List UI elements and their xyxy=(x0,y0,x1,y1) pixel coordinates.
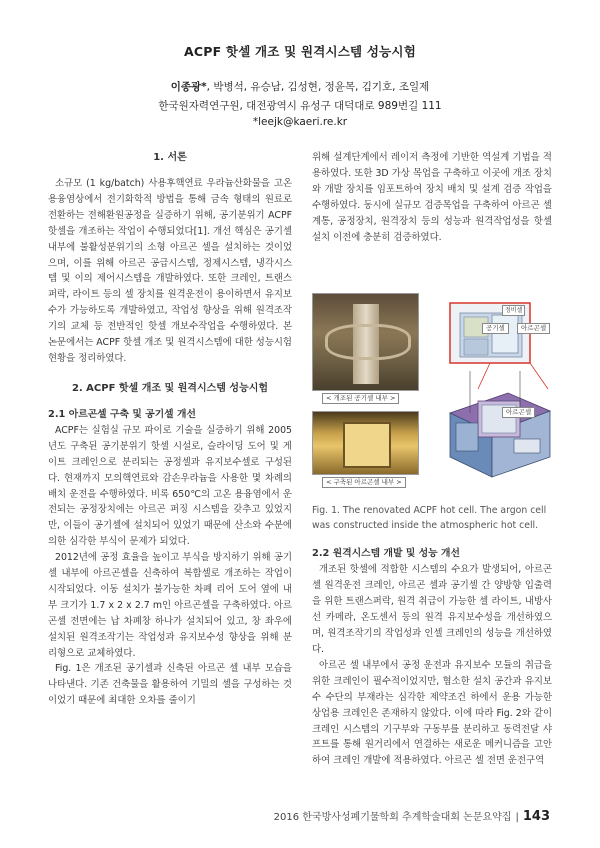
paragraph: ACPF는 실험실 규모 파이로 기술을 실증하기 위해 2005년도 구축된 공기분위기 핫셀 시설로, 슬라이딩 도어 및 게이트 크레인으로 분리되는 공정셀과 유지보수셀로 구성된다. 현재까지 모의핵연료와 감손우라늄을 사용한 몇 차례의 배치 운전을 수행하였다. 비록 650℃의 고온 용융염에서 운전되는 공정장치에는 아르곤 퍼징 시스템을 갖추고 있었지만, 이들이 공기셀에 설치되어 있었기 때문에 산소와 수분에 의한 심각한 부식이 문제가 되었다. xyxy=(48,424,292,548)
page-footer: 2016 한국방사성폐기물학회 추계학술대회 논문요약집 | 143 xyxy=(273,809,550,824)
left-column xyxy=(48,150,292,709)
paragraph: 개조된 핫셀에 적합한 시스템의 수요가 발생되어, 아르곤 셀 원격운전 크레인, 아르곤 셀과 공기셀 간 양방향 입출력을 위한 트랜스퍼락, 원격 취급이 가능한 셀 라이트, 내방사선 카메라, 온도센서 등의 원격 유지보수성을 개선하였으며, 원격조작기의 작업성과 인셀 크레인의 성능을 개선하였다. xyxy=(312,564,552,655)
fig-tag-argon-cell-3d: 아르곤셀 xyxy=(502,407,535,418)
footer-proceedings: 2016 한국방사성폐기물학회 추계학술대회 논문요약집 xyxy=(273,812,512,823)
fig-tag-argon-cell: 아르곤셀 xyxy=(517,323,550,334)
lead-author: 이종광* xyxy=(170,81,207,93)
paragraph: 아르곤 셀 내부에서 공정 운전과 유지보수 모듈의 취급을 위한 크레인이 필수적이었지만, 협소한 설치 공간과 유지보수 수단의 부재라는 심각한 제약조건 하에서 운용 가능한 상업용 크레인은 존재하지 않았다. 이에 따라 Fig. 2와 같이 크레인 시스템의 기구부와 구동부를 분리하고 동력전달 샤프트를 통해 원거리에서 연결하는 새로운 메커니즘을 고안하여 크레인 개발에 적용하였다. 아르곤 셀 전면 운전구역 xyxy=(312,659,552,767)
paragraph: 위해 설계단계에서 레이저 측정에 기반한 역설계 기법을 적용하였다. 또한 3D 가상 목업을 구축하고 이곳에 개조 장치와 개발 장치를 임포트하여 장치 배치 및 설계 검증 작업을 수행하였다. 동시에 실규모 검증목업을 구축하여 아르곤 셀 계통, 공정장치, 원격장치 등의 성능과 원격작업성을 핫셀 설치 이전에 충분히 검증하였다. xyxy=(312,152,552,243)
photo-argon-cell-interior xyxy=(312,411,419,475)
figure-1 xyxy=(312,293,552,493)
paragraph: 소규모 (1 kg/batch) 사용후핵연료 우라늄산화물을 고온 용융염상에서 전기화학적 방법을 통해 금속 형태의 원료로 전환하는 전해환원공정을 실증하기 위해, 공기분위기 ACPF 핫셀을 개조하는 작업이 수행되었다[1]. 개선 핵심은 공기셀 내부에 불활성분위기의 소형 아르곤 셀을 설치하는 것이었으며, 이를 위해 아르곤 공급시스템, 정제시스템, 냉각시스템 및 이의 제어시스템을 개발하였다. 또한 크레인, 트랜스퍼락, 라이트 등의 셀 장치를 원격운전이 용이하면서 유지보수가 가능하도록 개발하였고, 작업성 향상을 위해 원격조작기의 교체 등 전반적인 핫셀 개보수작업을 수행하였다. 본 논문에서는 ACPF 핫셀 개조 및 원격시스템에 대한 성능시험 현황을 정리하였다. xyxy=(48,178,292,364)
subsection-heading-2-2: 2.2 원격시스템 개발 및 성능 개선 xyxy=(312,548,460,560)
subsection-heading-2-1: 2.1 아르곤셀 구축 및 공기셀 개선 xyxy=(48,408,196,420)
photo-renovated-air-cell xyxy=(312,293,419,391)
paper-title: ACPF 핫셀 개조 및 원격시스템 성능시험 xyxy=(184,44,416,59)
fig-tag-air-cell: 공기셀 xyxy=(482,323,509,334)
figure-1-caption: Fig. 1. The renovated ACPF hot cell. The argon cell was constructed inside the atmospheric hot cell. xyxy=(312,505,547,532)
paragraph: Fig. 1은 개조된 공기셀과 신축된 아르곤 셀 내부 모습을 나타낸다. 기존 건축물을 활용하여 기밀의 셀을 구성하는 것이었기 때문에 최대한 오차를 줄이기 xyxy=(48,663,292,707)
fig-label-air-cell: < 개조된 공기셀 내부 > xyxy=(322,393,399,404)
section-heading-main: 2. ACPF 핫셀 개조 및 원격시스템 성능시험 xyxy=(71,382,269,394)
section-heading-introduction: 1. 서론 xyxy=(153,152,187,163)
right-column xyxy=(312,150,552,769)
fig-label-argon-cell: < 구축된 아르곤셀 내부 > xyxy=(322,477,406,488)
affiliation: 한국원자력연구원, 대전광역시 유성구 대덕대로 989번길 111 xyxy=(158,100,442,112)
author-list xyxy=(0,79,600,94)
co-authors: , 박병석, 유승남, 김성현, 정윤목, 김기호, 조일제 xyxy=(206,81,430,93)
corresponding-email: *leejk@kaeri.re.kr xyxy=(252,116,348,128)
page-number: 143 xyxy=(522,809,550,824)
fig-tag-maintenance-cell: 정비셀 xyxy=(502,305,525,316)
paragraph: 2012년에 공정 효율을 높이고 부식을 방지하기 위해 공기셀 내부에 아르곤셀을 신축하여 복합셀로 개조하는 작업이 시작되었다. 이동 설치가 불가능한 차폐 리어 도어 옆에 내부 크기가 1.7 x 2 x 2.7 m인 아르곤셀을 구축하였다. 아르곤셀 전면에는 납 차폐창 하나가 설치되어 있고, 창 좌우에 설치된 원격조작기는 작업성과 유지보수성 향상을 위해 분리형으로 교체하였다. xyxy=(48,552,292,659)
